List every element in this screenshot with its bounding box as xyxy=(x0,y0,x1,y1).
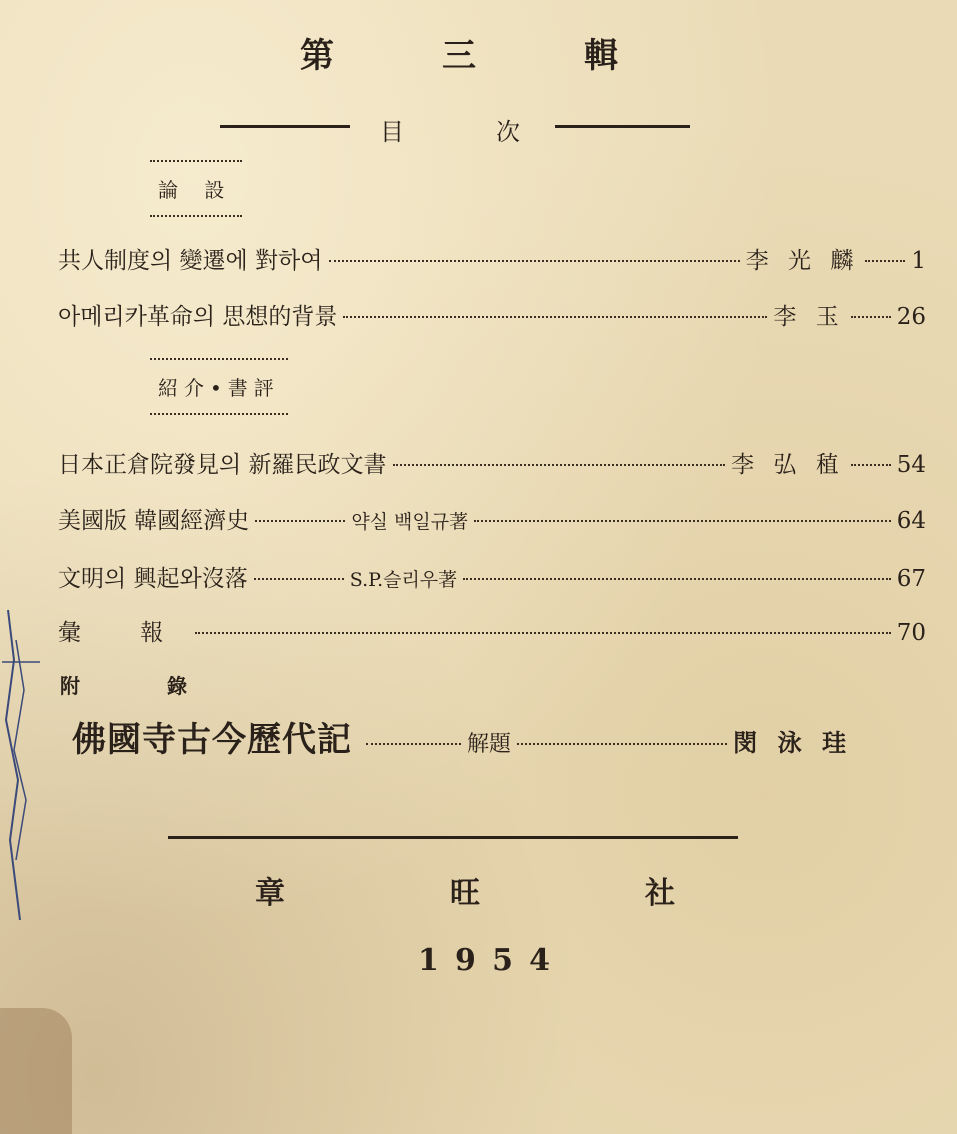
entry-author: 李 光 麟 xyxy=(745,248,860,274)
entry-title: 아메리카革命의 思想的背景 xyxy=(58,304,338,330)
toc-entry xyxy=(58,242,926,275)
leader-dots xyxy=(195,632,890,634)
entry-author: 李 弘 稙 xyxy=(731,452,845,478)
publisher-char: 社 xyxy=(645,876,675,911)
toc-entry xyxy=(58,446,926,479)
leader-dots xyxy=(343,316,767,318)
leader-dots xyxy=(851,464,891,466)
volume-title xyxy=(300,28,620,77)
leader-dots xyxy=(254,578,344,580)
footer-divider xyxy=(168,836,738,839)
toc-entry xyxy=(58,502,926,535)
leader-dots xyxy=(517,743,727,745)
appendix-entry xyxy=(72,712,852,761)
toc-char: 次 xyxy=(496,118,520,146)
publisher xyxy=(255,868,675,912)
toc-entry xyxy=(58,298,926,331)
appendix-note: 解題 xyxy=(467,732,512,757)
entry-author: 李 玉 xyxy=(773,304,845,330)
leader-dots xyxy=(366,743,461,745)
year-digit: 1 xyxy=(418,943,439,978)
leader-dots xyxy=(255,520,345,522)
leader-dots xyxy=(393,464,726,466)
leader-dots xyxy=(474,520,891,522)
divider-left xyxy=(220,125,350,128)
leader-dots xyxy=(865,260,905,262)
title-char: 第 xyxy=(300,36,336,76)
entry-title: 共人制度의 變遷에 對하여 xyxy=(58,248,323,274)
entry-title: 美國版 韓國經濟史 xyxy=(58,508,250,534)
title-char: 三 xyxy=(442,36,478,76)
entry-page: 54 xyxy=(896,452,926,478)
pen-scribble xyxy=(0,600,50,930)
entry-title: 文明의 興起와沒落 xyxy=(58,566,248,592)
title-char: 輯 xyxy=(584,36,620,76)
entry-page: 64 xyxy=(896,508,926,534)
year-digit: 4 xyxy=(529,943,550,978)
section-heading-reviews: 紹介•書評 xyxy=(150,358,288,415)
leader-dots xyxy=(463,578,891,580)
entry-subnote: 약실 백일규著 xyxy=(351,511,469,533)
toc-entry xyxy=(58,614,926,647)
paper-stain xyxy=(0,1008,72,1134)
publication-year xyxy=(418,943,550,978)
toc-heading xyxy=(380,112,520,147)
appendix-heading: 附 錄 xyxy=(60,674,227,698)
entry-page: 67 xyxy=(896,566,926,592)
publisher-char: 章 xyxy=(255,876,285,911)
entry-page: 1 xyxy=(911,248,926,274)
appendix-author: 閔 泳 珪 xyxy=(733,728,852,757)
entry-title: 日本正倉院發見의 新羅民政文書 xyxy=(58,452,387,478)
year-digit: 5 xyxy=(492,943,513,978)
toc-char: 目 xyxy=(380,118,404,146)
entry-title: 彙 報 xyxy=(58,620,190,646)
entry-subnote: S.P.슬리우著 xyxy=(349,569,458,591)
divider-right xyxy=(555,125,690,128)
publisher-char: 旺 xyxy=(450,876,480,911)
appendix-title: 佛國寺古今歷代記 xyxy=(72,720,352,760)
leader-dots xyxy=(851,316,891,318)
toc-entry xyxy=(58,560,926,593)
entry-page: 70 xyxy=(896,620,926,646)
leader-dots xyxy=(329,260,740,262)
entry-page: 26 xyxy=(896,304,926,330)
year-digit: 9 xyxy=(455,943,476,978)
section-heading-essays: 論 設 xyxy=(150,160,242,217)
